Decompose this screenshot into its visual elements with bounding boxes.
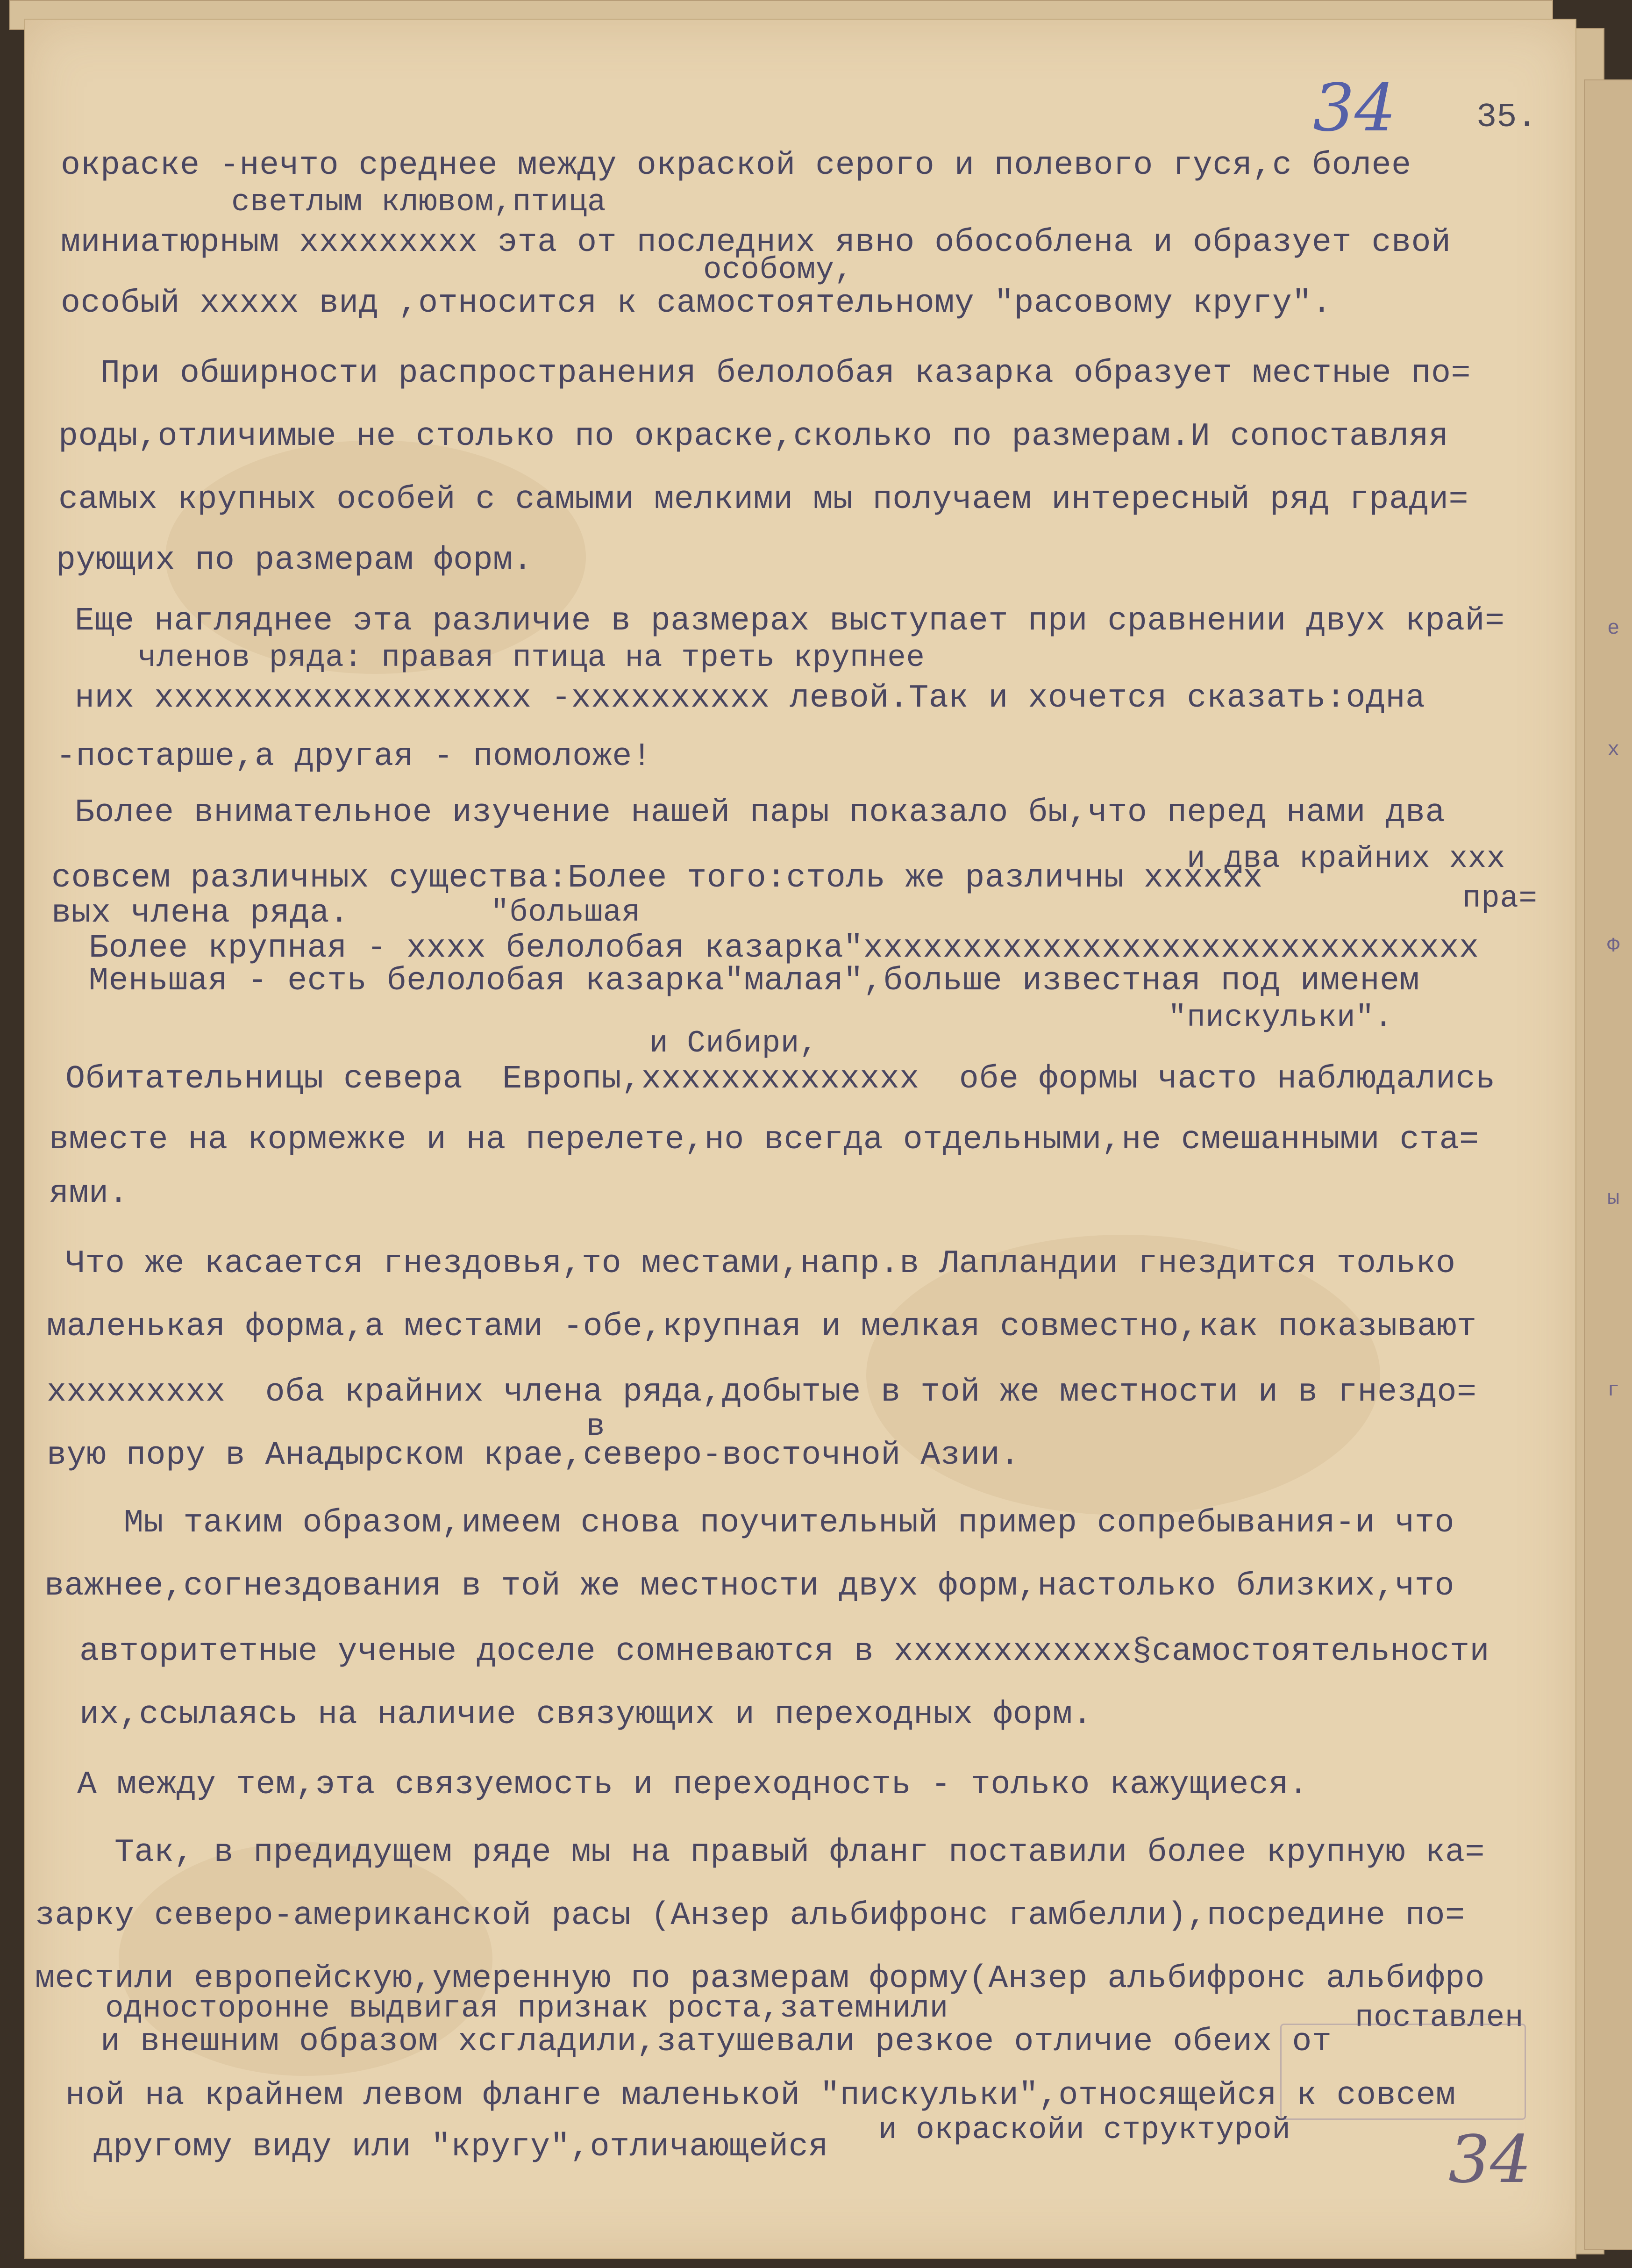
text-line: маленькая форма,а местами -обе,крупная и мелкая совместно,как показывают	[47, 1309, 1477, 1345]
text-line: и внешним образом хсгладили,затушевали резкое отличие обеих от	[100, 2024, 1332, 2061]
text-line: ной на крайнем левом фланге маленькой "пискульки",относящейся к совсем	[65, 2077, 1456, 2114]
edge-mark: ы	[1607, 1187, 1620, 1210]
text-line: -постарше,а другая - помоложе!	[56, 738, 652, 775]
text-insertion: особому,	[703, 252, 853, 287]
text-line: ххххххххх оба крайних члена ряда,добытые в той же местности и в гнездо=	[47, 1374, 1477, 1411]
text-line: При обширности распространения белолобая казарка образует местные по=	[100, 355, 1471, 392]
text-line: вместе на кормежке и на перелете,но всегда отдельными,не смешанными ста=	[49, 1122, 1479, 1159]
text-line: А между тем,эта связуемость и переходность - только кажущиеся.	[77, 1767, 1309, 1803]
page-number: 35.	[1476, 98, 1537, 136]
text-line: особый ххххх вид ,относится к самостоятельному "расовому кругу".	[61, 285, 1332, 322]
text-line: миниатюрным ххххххххх эта от последних явно обособлена и образует свой	[61, 224, 1451, 261]
text-line: Меньшая - есть белолобая казарка"малая",больше известная под именем	[89, 963, 1419, 1000]
text-line: Более внимательное изучение нашей пары показало бы,что перед нами два	[75, 794, 1445, 831]
edge-mark: г	[1607, 1379, 1620, 1402]
text-line: вую пору в Анадырском крае,северо-восточной Азии.	[47, 1437, 1020, 1474]
text-insertion: пра=	[1462, 881, 1538, 916]
text-line: самых крупных особей с самыми мелкими мы получаем интересный ряд гради=	[58, 481, 1468, 518]
text-line: Что же касается гнездовья,то местами,напр.в Лапландии гнездится только	[65, 1245, 1456, 1282]
text-line: Обитательницы севера Европы,хххххххххххххх обе формы часто наблюдались	[65, 1061, 1496, 1098]
text-line: вых члена ряда.	[51, 895, 349, 932]
edge-mark: е	[1607, 617, 1620, 640]
text-insertion: и два крайних ххх	[1187, 841, 1505, 876]
text-insertion: светлым клювом,птица	[231, 185, 606, 220]
archive-stamp	[1280, 2024, 1526, 2120]
text-insertion: "пискульки".	[1168, 1000, 1393, 1035]
text-line: Еще нагляднее эта различие в размерах выступает при сравнении двух край=	[75, 603, 1505, 640]
text-insertion: поставлен	[1355, 2000, 1524, 2035]
text-line: местили европейскую,умеренную по размерам форму(Анзер альбифронс альбифро	[35, 1960, 1485, 1997]
text-line: окраске -нечто среднее между окраской серого и полевого гуся,с более	[61, 147, 1411, 184]
text-line: роды,отличимые не столько по окраске,сколько по размерам.И сопоставляя	[58, 418, 1449, 455]
text-insertion: членов ряда: правая птица на треть крупнее	[138, 640, 925, 675]
text-line: Так, в предидущем ряде мы на правый фланг поставили более крупную ка=	[114, 1834, 1485, 1871]
edge-mark: Ф	[1607, 935, 1620, 958]
text-insertion: в	[586, 1409, 606, 1444]
archive-page-number: 34	[1313, 70, 1397, 146]
text-line: авторитетные ученые доселе сомневаются в хххххххххххх§самостоятельности	[79, 1633, 1489, 1670]
text-insertion: "большая	[491, 895, 641, 930]
text-line: рующих по размерам форм.	[56, 542, 533, 579]
text-line: них ххххххххххххххххххх -хххххххххх левой.Так и хочется сказать:одна	[75, 680, 1425, 717]
text-line: зарку северо-американской расы (Анзер альбифронс гамбелли),посредине по=	[35, 1897, 1465, 1934]
underlying-sheet	[1584, 79, 1632, 2250]
text-line: Мы таким образом,имеем снова поучительный пример сопребывания-и что	[124, 1505, 1454, 1542]
text-line: важнее,согнездования в той же местности двух форм,настолько близких,что	[44, 1568, 1454, 1605]
text-insertion: и окраскойи структурой	[878, 2112, 1291, 2147]
text-line: Более крупная - хххх белолобая казарка"ххххххххххххххххххххххххххххххх	[89, 930, 1479, 967]
text-line: другому виду или "кругу",отличающейся	[93, 2129, 828, 2166]
text-line: их,ссылаясь на наличие связующих и переходных форм.	[79, 1696, 1092, 1733]
archive-page-number: 34	[1448, 2122, 1532, 2198]
text-line: совсем различных существа:Более того:столь же различны хххххх	[51, 860, 1263, 897]
text-insertion: и Сибири,	[649, 1026, 818, 1061]
text-line: ями.	[49, 1175, 129, 1212]
edge-mark: х	[1607, 738, 1620, 762]
text-insertion: односторонне выдвигая признак роста,затемнили	[105, 1991, 948, 2026]
